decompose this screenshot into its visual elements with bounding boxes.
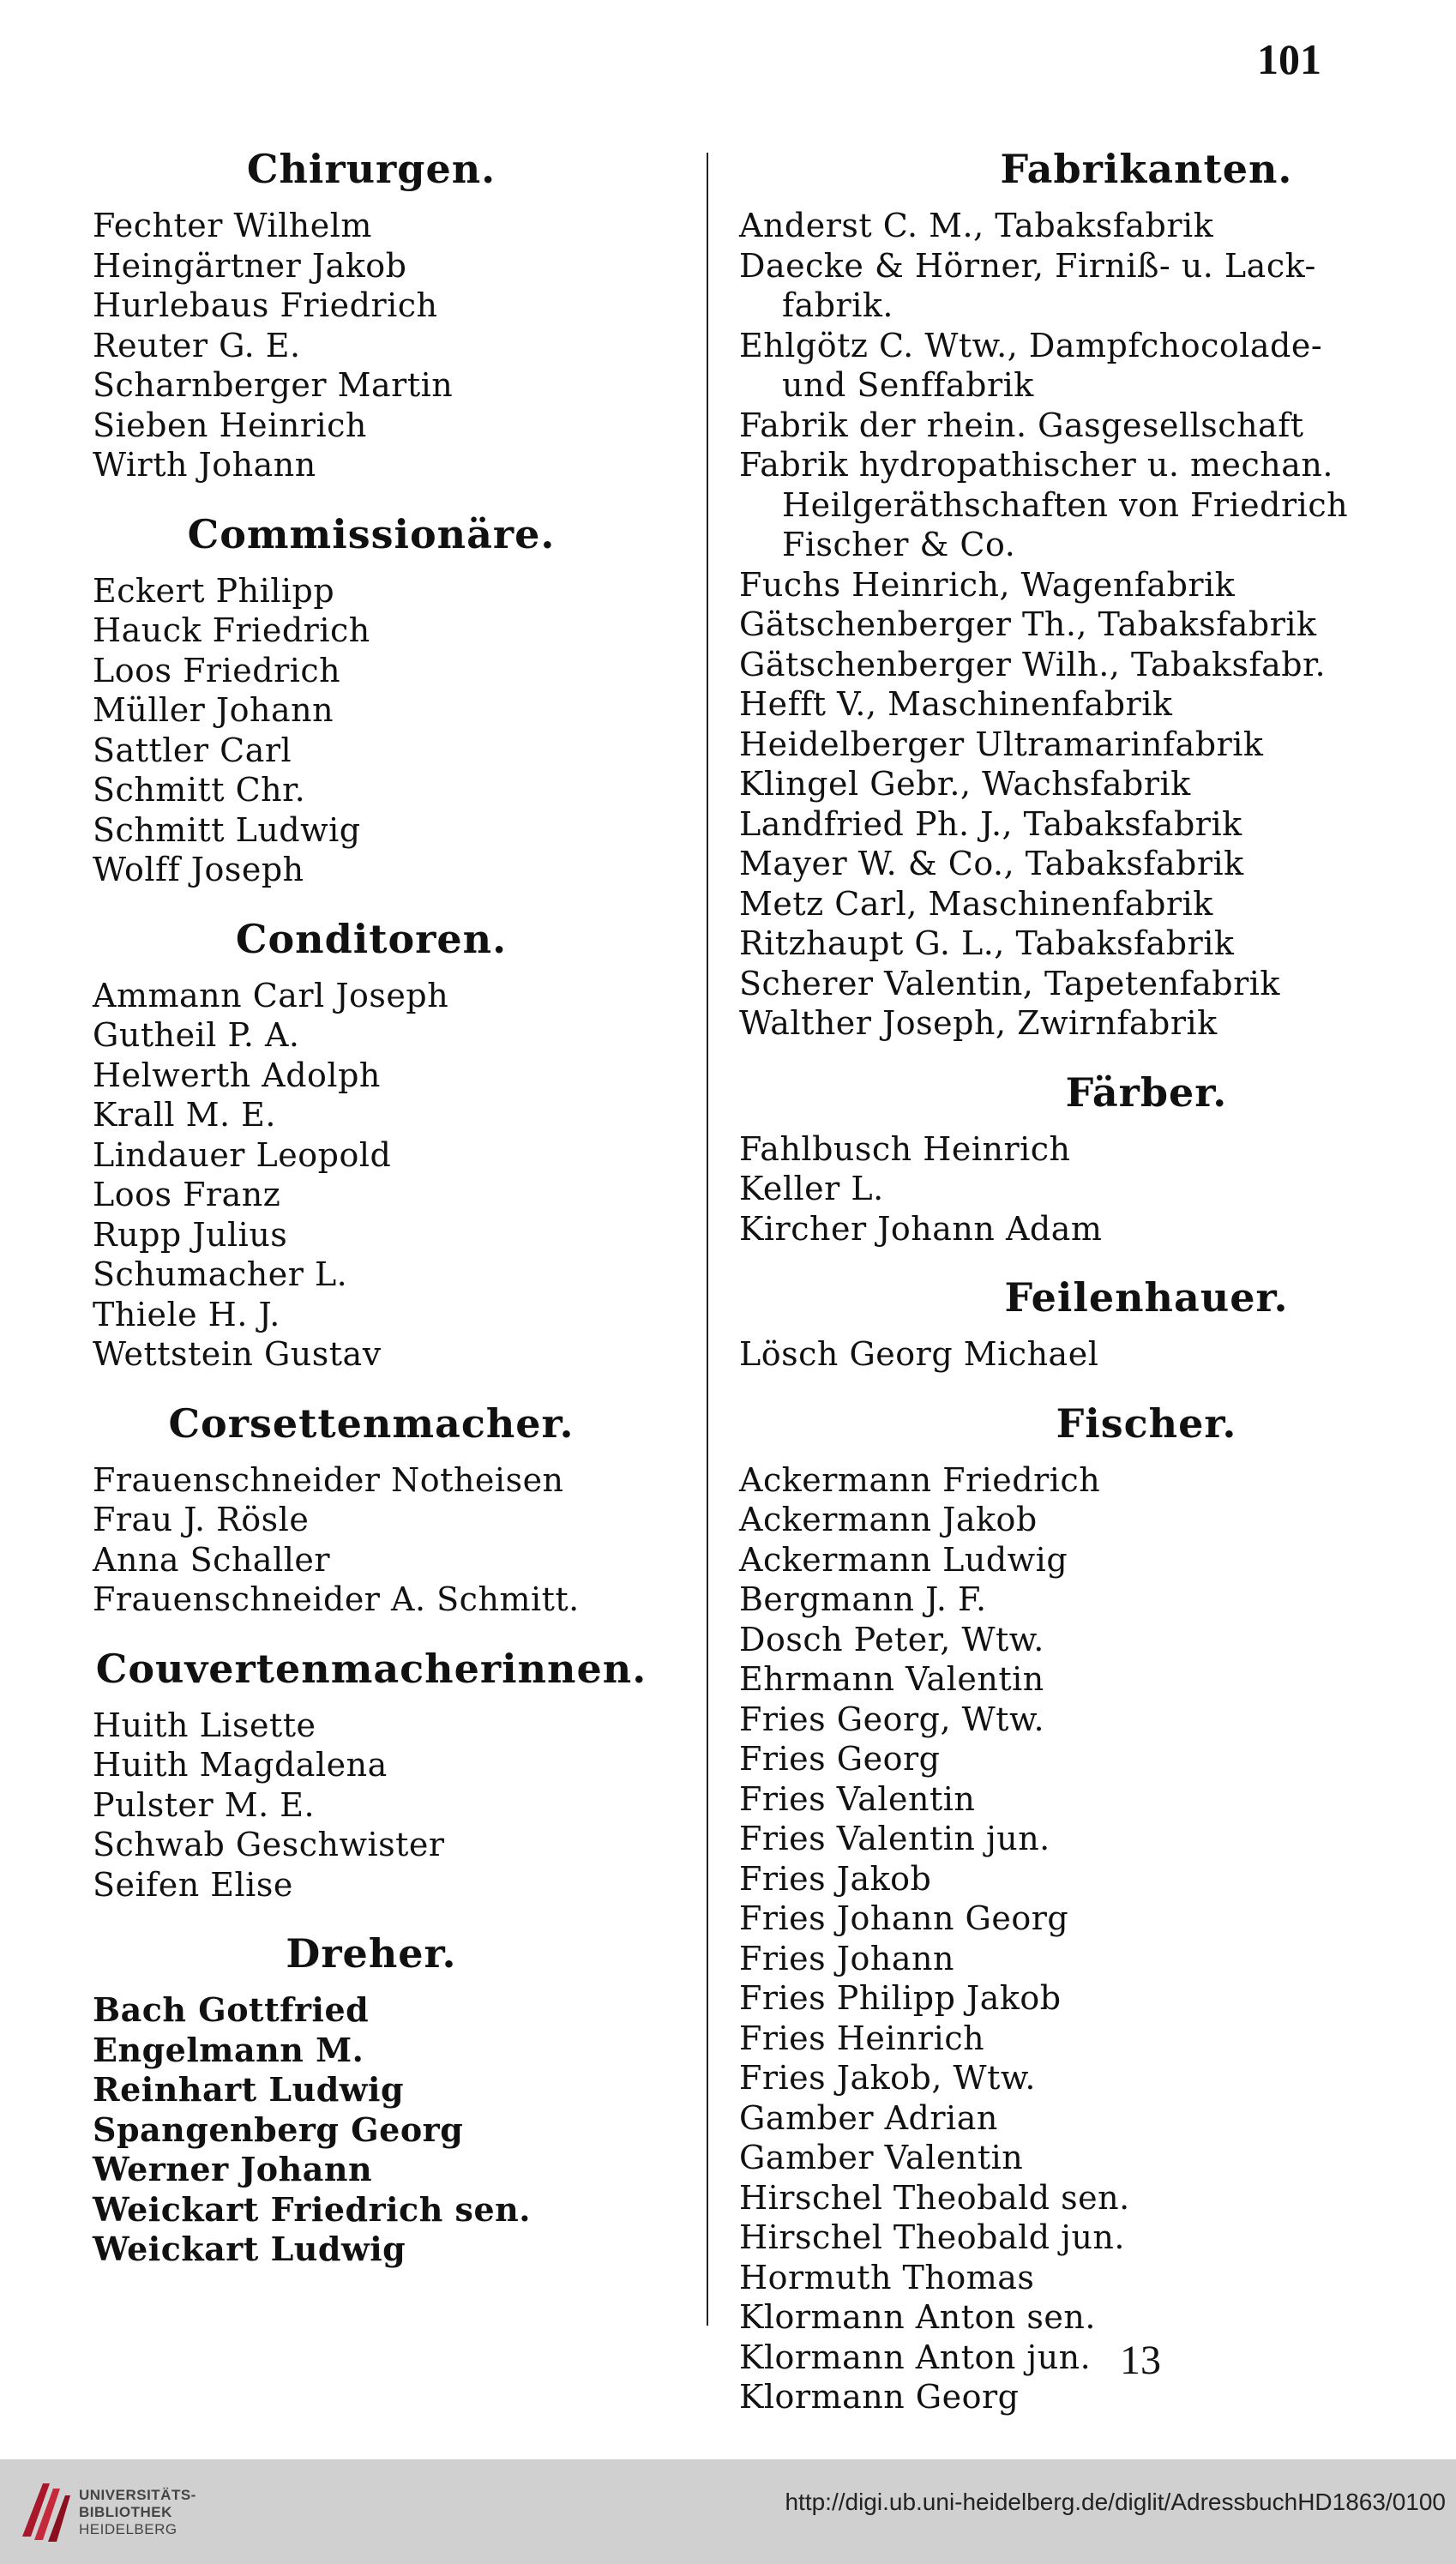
list-item: Fries Valentin jun. [739, 1820, 1050, 1857]
list-item: Loos Friedrich [93, 651, 341, 689]
list-item: Frau J. Rösle [93, 1501, 310, 1538]
list-item: Fries Georg, Wtw. [739, 1700, 1045, 1738]
list-item: Huith Lisette [93, 1706, 316, 1744]
section-heading: Corsettenmacher. [168, 1399, 575, 1447]
library-logo-text [79, 2487, 196, 2538]
section-corsettenmacher [93, 1399, 676, 1620]
list-item: Huith Magdalena [93, 1746, 388, 1784]
list-item: Landfried Ph. J., Tabaksfabrik [739, 804, 1242, 843]
list-item: Fabrik der rhein. Gasgesellschaft [739, 406, 1304, 444]
page-number: 101 [1257, 35, 1321, 83]
section-heading: Dreher. [286, 1930, 457, 1977]
section-conditoren [93, 914, 676, 1375]
section-commissionaere [93, 509, 676, 890]
list-item: Lösch Georg Michael [739, 1335, 1099, 1373]
list-item: Seifen Elise [93, 1865, 293, 1904]
list-item: Bach Gottfried [93, 1990, 370, 2029]
list-item: Pulster M. E. [93, 1785, 316, 1824]
list-item: Bergmann J. F. [739, 1580, 987, 1618]
library-logo-icon [17, 2477, 72, 2547]
list-item: Weickart Ludwig [93, 2230, 406, 2268]
list-item: Heilgeräthschaften von Friedrich [782, 485, 1349, 524]
list-item: Frauenschneider Notheisen [93, 1460, 564, 1499]
list-item: Wolff Joseph [93, 851, 304, 888]
section-faerber [739, 1068, 1425, 1249]
list-item: Heingärtner Jakob [93, 246, 407, 285]
entry-list [739, 1460, 1425, 2417]
list-item: Daecke & Hörner, Firniß- u. Lack- [739, 246, 1316, 285]
source-url-link[interactable]: http://digi.ub.uni-heidelberg.de/diglit/AdressbuchHD1863/0100 [785, 2489, 1446, 2515]
list-item: Krall M. E. [93, 1096, 276, 1134]
list-item: Schmitt Ludwig [93, 810, 361, 849]
list-item: Sattler Carl [93, 731, 292, 769]
logo-line: UNIVERSITÄTS- [79, 2487, 196, 2503]
list-item: und Senffabrik [782, 366, 1034, 404]
list-item: Weickart Friedrich sen. [93, 2189, 531, 2229]
list-item: Schumacher L. [93, 1255, 348, 1293]
section-dreher [93, 1929, 676, 2270]
section-heading: Färber. [1065, 1068, 1228, 1116]
list-item: Hirschel Theobald sen. [739, 2178, 1130, 2217]
logo-line: HEIDELBERG [79, 2521, 177, 2537]
entry-list [93, 976, 676, 1375]
list-item: Fries Georg [739, 1740, 941, 1778]
entry-list [93, 1706, 676, 1905]
list-item: Mayer W. & Co., Tabaksfabrik [739, 845, 1244, 882]
list-item: Sieben Heinrich [93, 406, 367, 444]
list-item: Gätschenberger Wilh., Tabaksfabr. [739, 645, 1327, 683]
entry-list [739, 1334, 1425, 1375]
list-item: Fries Johann [739, 1939, 954, 1977]
list-item: Anderst C. M., Tabaksfabrik [739, 207, 1214, 244]
list-item: Fuchs Heinrich, Wagenfabrik [739, 565, 1236, 604]
list-item: Ritzhaupt G. L., Tabaksfabrik [739, 924, 1235, 962]
section-heading: Fabrikanten. [1000, 146, 1293, 192]
list-item: Lindauer Leopold [93, 1135, 392, 1174]
list-item: Fries Philipp Jakob [739, 1979, 1062, 2017]
list-item: Hurlebaus Friedrich [93, 286, 438, 324]
list-item: Gamber Valentin [739, 2139, 1024, 2176]
right-column [739, 144, 1425, 2441]
section-heading: Fischer. [1056, 1399, 1237, 1447]
list-item: Gutheil P. A. [93, 1016, 300, 1054]
list-item: Fries Jakob, Wtw. [739, 2059, 1036, 2097]
list-item: Ackermann Friedrich [739, 1460, 1101, 1499]
list-item: Müller Johann [93, 691, 334, 729]
list-item: Klormann Anton sen. [739, 2298, 1096, 2336]
section-fabrikanten [739, 144, 1425, 1044]
list-item: Loos Franz [93, 1176, 281, 1213]
list-item: Fechter Wilhelm [93, 207, 372, 244]
logo-line: BIBLIOTHEK [79, 2504, 172, 2520]
section-fischer [739, 1399, 1425, 2417]
list-item: Helwerth Adolph [93, 1056, 381, 1094]
list-item: Kircher Johann Adam [739, 1209, 1103, 1248]
list-item: Keller L. [739, 1170, 884, 1207]
list-item: Schwab Geschwister [93, 1826, 445, 1863]
column-divider [707, 153, 708, 2326]
left-column [93, 144, 676, 2294]
section-heading: Chirurgen. [246, 146, 496, 192]
section-heading: Conditoren. [235, 915, 508, 962]
list-item: Ackermann Jakob [739, 1501, 1038, 1538]
list-item: Klingel Gebr., Wachsfabrik [739, 765, 1191, 803]
list-item: Gätschenberger Th., Tabaksfabrik [739, 605, 1317, 643]
section-feilenhauer [739, 1273, 1425, 1375]
section-couvertenmacherinnen [93, 1644, 676, 1905]
list-item: Fabrik hydropathischer u. mechan. [739, 446, 1333, 484]
entry-list [93, 1460, 676, 1620]
list-item: Walther Joseph, Zwirnfabrik [739, 1004, 1218, 1042]
list-item: Ackermann Ludwig [739, 1540, 1068, 1579]
list-item: Fries Heinrich [739, 2019, 985, 2057]
list-item: Scharnberger Martin [93, 366, 454, 404]
list-item: Engelmann M. [93, 2030, 364, 2069]
entry-list [739, 206, 1425, 1044]
list-item: Ehrmann Valentin [739, 1660, 1044, 1698]
list-item: Ammann Carl Joseph [93, 976, 449, 1014]
entry-list [739, 1129, 1425, 1249]
list-item: Wirth Johann [93, 446, 316, 484]
section-heading: Commissionäre. [187, 510, 556, 557]
list-item: Heidelberger Ultramarinfabrik [739, 725, 1264, 763]
entry-list [93, 1990, 676, 2270]
list-item: Klormann Georg [739, 2378, 1020, 2416]
list-item: Eckert Philipp [93, 571, 335, 610]
list-item: Fischer & Co. [782, 526, 1016, 563]
list-item: Fahlbusch Heinrich [739, 1129, 1071, 1168]
list-item: Reuter G. E. [93, 326, 301, 364]
entry-list [93, 206, 676, 485]
entry-list [93, 571, 676, 890]
list-item: Ehlgötz C. Wtw., Dampfchocolade- [739, 326, 1323, 364]
section-heading: Couvertenmacherinnen. [95, 1645, 647, 1692]
signature-mark: 13 [1120, 2338, 1161, 2383]
list-item: Hirschel Theobald jun. [739, 2218, 1125, 2256]
list-item: Hefft V., Maschinenfabrik [739, 685, 1173, 723]
list-item: fabrik. [782, 286, 893, 324]
list-item: Fries Jakob [739, 1859, 932, 1898]
list-item: Thiele H. J. [93, 1295, 280, 1333]
list-item: Frauenschneider A. Schmitt. [93, 1580, 580, 1618]
list-item: Klormann Anton jun. [739, 2338, 1092, 2376]
list-item: Schmitt Chr. [93, 771, 306, 809]
list-item: Dosch Peter, Wtw. [739, 1620, 1044, 1658]
list-item: Hauck Friedrich [93, 611, 370, 649]
list-item: Spangenberg Georg [93, 2110, 464, 2149]
list-item: Wettstein Gustav [93, 1335, 382, 1373]
list-item: Metz Carl, Maschinenfabrik [739, 884, 1213, 923]
section-heading: Feilenhauer. [1004, 1274, 1289, 1321]
list-item: Reinhart Ludwig [93, 2070, 405, 2109]
list-item: Fries Valentin [739, 1779, 976, 1818]
list-item: Rupp Julius [93, 1215, 288, 1254]
list-item: Scherer Valentin, Tapetenfabrik [739, 964, 1280, 1002]
list-item: Gamber Adrian [739, 2098, 998, 2137]
list-item: Fries Johann Georg [739, 1899, 1069, 1937]
section-chirurgen [93, 144, 676, 485]
list-item: Anna Schaller [93, 1540, 331, 1579]
footer-bar [0, 2459, 1456, 2564]
list-item: Werner Johann [93, 2150, 373, 2188]
list-item: Hormuth Thomas [739, 2258, 1035, 2296]
